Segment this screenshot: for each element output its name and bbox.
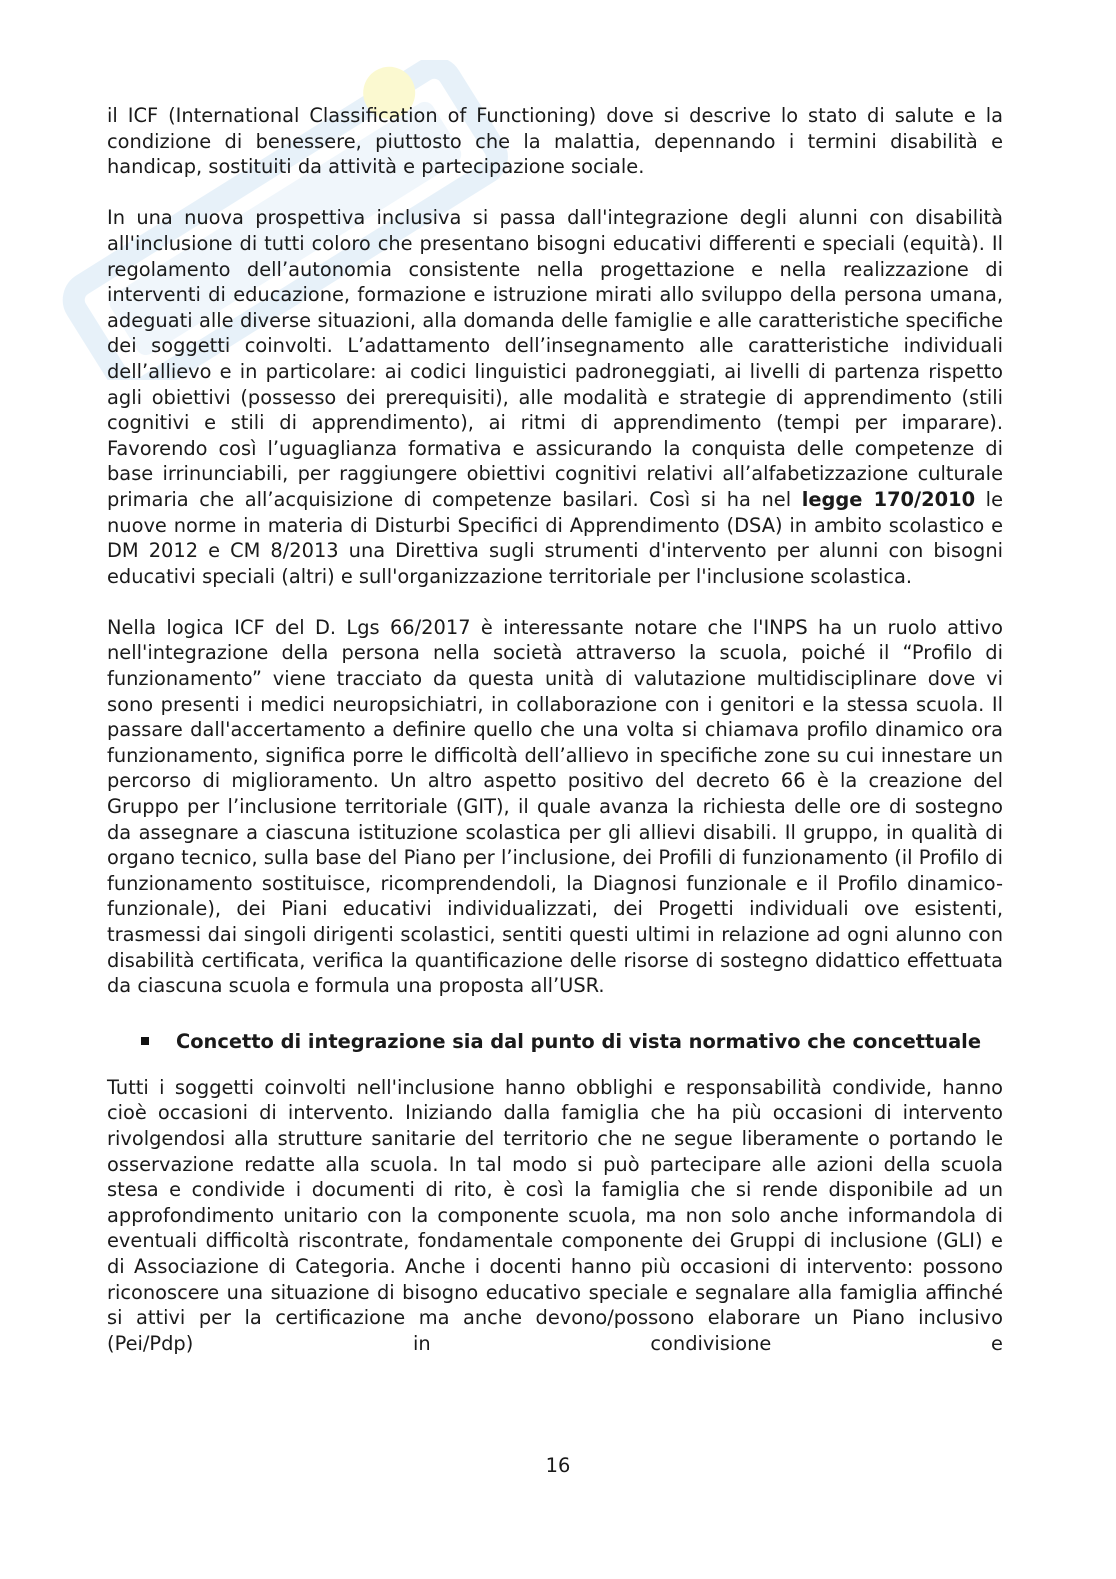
paragraph-icf-intro: il ICF (International Classification of Functioning) dove si descrive lo stato di salute e la condizione di benessere, piuttosto che la malattia, depennando i termini disabilità e handicap, sostituiti da attività e partecipazione sociale. (107, 104, 1003, 179)
paragraph-inclusive-perspective (107, 205, 1003, 589)
bulleted-heading (107, 1028, 1003, 1055)
document-page (107, 103, 1003, 1356)
paragraph-text-before-law: In una nuova prospettiva inclusiva si passa dall'integrazione degli alunni con disabilità all'inclusione di tutti coloro che presentano bisogni educativi differenti e speciali (equità). Il regolamento dell’autonomia consistente nella progettazione e nella realizzazione di interventi di educazione, formazione e istruzione mirati allo sviluppo della persona umana, adeguati alle diverse situazioni, alla domanda delle famiglie e alle caratteristiche specifiche dei soggetti coinvolti. L’adattamento dell’insegnamento alle caratteristiche individuali dell’allievo e in particolare: ai codici linguistici padroneggiati, ai livelli di partenza rispetto agli obiettivi (possesso dei prerequisiti), alle modalità e strategie di apprendimento (stili cognitivi e stili di apprendimento), ai ritmi di apprendimento (tempi per imparare). Favorendo così l’uguaglianza formativa e assicurando la conquista delle competenze di base irrinunciabili, per raggiungere obiettivi cognitivi relativi all’alfabetizzazione culturale primaria che all’acquisizione di competenze basilari. Così si ha nel (107, 206, 1003, 511)
law-reference-bold: legge 170/2010 (801, 487, 976, 511)
square-bullet-icon (141, 1037, 149, 1045)
paragraph-shared-responsibilities: Tutti i soggetti coinvolti nell'inclusione hanno obblighi e responsabilità condivide, hanno cioè occasioni di intervento. Iniziando dalla famiglia che ha più occasioni di intervento rivolgendosi alla strutture sanitarie del territorio che ne segue liberamente o portando le osservazione redatte alla scuola. In tal modo si può partecipare alle azioni della scuola stesa e condivide i documenti di rito, è così la famiglia che si rende disponibile ad un approfondimento unitario con la componente scuola, ma non solo anche informandola di eventuali difficoltà riscontrate, fondamentale componente dei Gruppi di inclusione (GLI) e di Associazione di Categoria. Anche i docenti hanno più occasioni di intervento: possono riconoscere una situazione di bisogno educativo speciale e segnalare alla famiglia affinché si attivi per la certificazione ma anche devono/possono elaborare un Piano inclusivo (Pei/Pdp) in condivisione e (107, 1075, 1003, 1355)
section-heading: Concetto di integrazione sia dal punto di vista normativo che concettuale (176, 1029, 981, 1053)
page-number: 16 (545, 1454, 571, 1477)
paragraph-text-after-law: le nuove norme in materia di Disturbi Specifici di Apprendimento (DSA) in ambito scolastico e DM 2012 e CM 8/2013 una Direttiva sugli strumenti d'intervento per alunni con bisogni educativi speciali (altri) e sull'organizzazione territoriale per l'inclusione scolastica. (107, 487, 1003, 588)
paragraph-icf-dlgs: Nella logica ICF del D. Lgs 66/2017 è interessante notare che l'INPS ha un ruolo attivo nell'integrazione della persona nella società attraverso la scuola, poiché il “Profilo di funzionamento” viene tracciato da questa unità di valutazione multidisciplinare dove vi sono presenti i medici neuropsichiatri, in collaborazione con i genitori e la stessa scuola. Il passare dall'accertamento a definire quello che una volta si chiamava profilo dinamico ora funzionamento, significa porre le difficoltà dell’allievo in specifiche zone su cui innestare un percorso di miglioramento. Un altro aspetto positivo del decreto 66 è la creazione del Gruppo per l’inclusione territoriale (GIT), il quale avanza la richiesta delle ore di sostegno da assegnare a ciascuna istituzione scolastica per gli allievi disabili. Il gruppo, in qualità di organo tecnico, sulla base del Piano per l’inclusione, dei Profili di funzionamento (il Profilo di funzionamento sostituisce, ricomprendendoli, la Diagnosi funzionale e il Profilo dinamico-funzionale), dei Piani educativi individualizzati, dei Progetti individuali ove esistenti, trasmessi dai singoli dirigenti scolastici, sentiti questi ultimi in relazione ad ogni alunno con disabilità certificata, verifica la quantificazione delle risorse di sostegno didattico effettuata da ciascuna scuola e formula una proposta all’USR. (107, 615, 1003, 998)
